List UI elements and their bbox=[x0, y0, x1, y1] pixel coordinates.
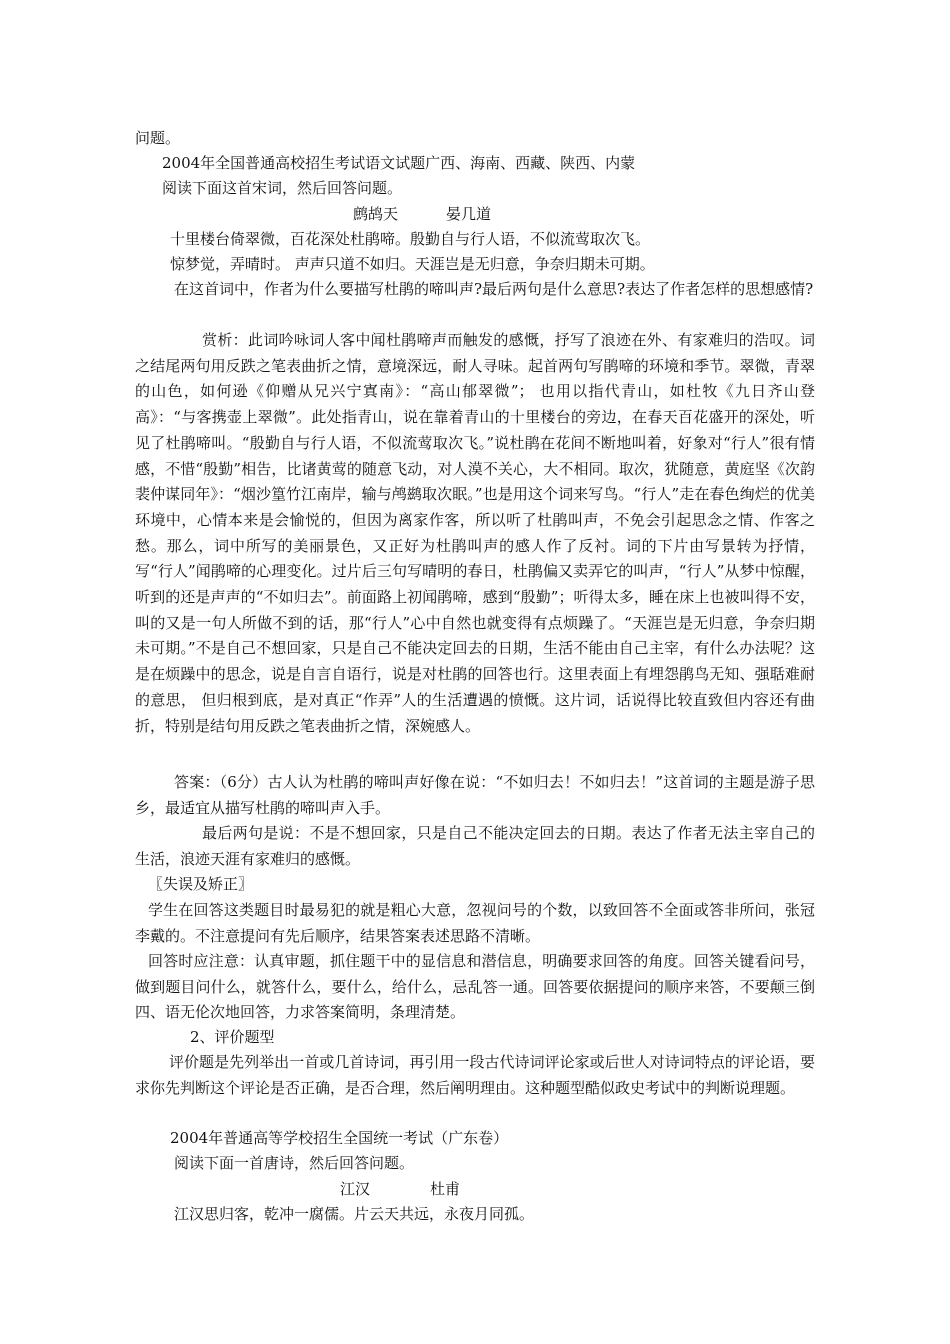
section-heading: 2、评价题型 bbox=[190, 1028, 275, 1046]
poem-title: 江汉 bbox=[340, 1180, 371, 1198]
poem-line: 江汉思归客，乾冲一腐儒。片云天共远，永夜月同孤。 bbox=[174, 1205, 535, 1223]
exam-source-line: 2004年普通高等学校招生全国统一考试（广东卷） bbox=[170, 1129, 509, 1147]
analysis-paragraph: 赏析：此词吟咏词人客中闻杜鹃啼声而触发的感慨，抒写了浪迹在外、有家难归的浩叹。词之结尾两句用反跌之笔表曲折之情，意境深远，耐人寻味。起首两句写鹃啼的环境和季节。翠微，青翠的山色，如何逊《仰赠从兄兴宁寘南》：“高山郁翠微”； 也用以指代青山，如杜牧《九日齐山登高》：“与客携壶上翠微”。此处指青山，说在靠着青山的十里楼台的旁边，在春天百花盛开的深处，听见了杜鹃啼叫。“殷勤自与行人语，不似流莺取次飞。”说杜鹃在花间不断地叫着，好象对“行人”很有情感，不惜“殷勤”相告，比诸黄莺的随意飞动，对人漠不关心，大不相同。取次，犹随意，黄庭坚《次韵裴仲谋同年》：“烟沙篁竹江南岸，输与鸬鹚取次眠。”也是用这个词来写鸟。“行人”走在春色绚烂的优美环境中，心情本来是会愉悦的，但因为离家作客，所以听了杜鹃叫声，不免会引起思念之情、作客之愁。那么，词中所写的美丽景色，又正好为杜鹃叫声的感人作了反衬。词的下片由写景转为抒情，写“行人”闻鹃啼的心理变化。过片后三句写晴明的春日，杜鹃偏又卖弄它的叫声，“行人”从梦中惊醒，听到的还是声声的“不如归去”。前面路上初闻鹃啼，感到“殷勤”；听得太多，睡在床上也被叫得不安，叫的又是一句人所做不到的话，那“行人”心中自然也就变得有点烦躁了。“天涯岂是无归意，争奈归期未可期。”不是自己不想回家，只是自己不能决定回去的日期，生活不能由自己主宰，有什么办法呢？这是在烦躁中的思念，说是自言自语行，说是对杜鹃的回答也行。这里表面上有埋怨鹃鸟无知、强聒难耐的意思， 但归根到底，是对真正“作弄”人的生活遭遇的愤慨。这片词，话说得比较直致但内容还有曲折，特别是结句用反跌之笔表曲折之情，深婉感人。 bbox=[135, 331, 815, 735]
text-line-continuation: 问题。 bbox=[135, 129, 181, 147]
poem-line: 惊梦觉，弄晴时。 声声只道不如归。天涯岂是无归意，争奈归期未可期。 bbox=[170, 255, 655, 273]
answer-paragraph: 答案：（6分）古人认为杜鹃的啼叫声好像在说：“不如归去！不如归去！”这首词的主题是游子思乡，最适宜从描写杜鹃的啼叫声入手。 bbox=[135, 773, 815, 817]
section-heading: 〖失误及矫正〗 bbox=[148, 875, 254, 893]
correction-paragraph: 回答时应注意：认真审题，抓住题干中的显信息和潜信息，明确要求回答的角度。回答关键看问号，做到题目问什么，就答什么，要什么，给什么，忌乱答一通。回答要依据提问的顺序来答，不要颠三倒四、语无伦次地回答，力求答案简明，条理清楚。 bbox=[135, 952, 815, 1022]
poem-title: 鹧鸪天 bbox=[353, 205, 399, 223]
description-paragraph: 评价题是先列举出一首或几首诗词，再引用一段古代诗词评论家或后世人对诗词特点的评论语，要求你先判断这个评论是否正确，是否合理，然后阐明理由。这种题型酷似政史考试中的判断说理题。 bbox=[135, 1053, 815, 1097]
answer-paragraph: 最后两句是说：不是不想回家，只是自己不能决定回去的日期。表达了作者无法主宰自己的生活，浪迹天涯有家难归的感慨。 bbox=[135, 824, 815, 868]
poem-author: 晏几道 bbox=[446, 205, 492, 223]
poem-line: 十里楼台倚翠微，百花深处杜鹃啼。殷勤自与行人语，不似流莺取次飞。 bbox=[170, 230, 651, 248]
reading-instruction: 阅读下面这首宋词，然后回答问题。 bbox=[162, 179, 403, 197]
question-paragraph: 在这首词中，作者为什么要描写杜鹃的啼叫声?最后两句是什么意思?表达了作者怎样的思想感情? bbox=[174, 280, 814, 298]
exam-source-line: 2004年全国普通高校招生考试语文试题广西、海南、西藏、陕西、内蒙 bbox=[162, 154, 636, 172]
poem-author: 杜甫 bbox=[430, 1180, 461, 1198]
correction-paragraph: 学生在回答这类题目时最易犯的就是粗心大意，忽视问号的个数，以致回答不全面或答非所问，张冠李戴的。不注意提问有先后顺序，结果答案表述思路不清晰。 bbox=[135, 901, 815, 945]
reading-instruction: 阅读下面一首唐诗，然后回答问题。 bbox=[174, 1154, 415, 1172]
